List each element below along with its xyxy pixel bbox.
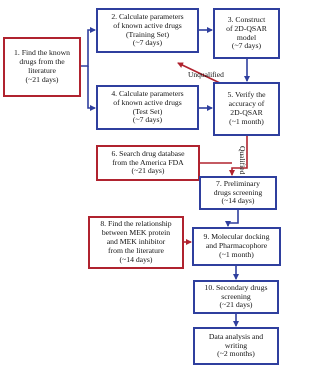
node-5-verify-accuracy bbox=[213, 82, 280, 136]
node-8-mek-relationship bbox=[88, 216, 184, 269]
node-9-docking bbox=[192, 227, 281, 266]
node-5-text: 5. Verify the accuracy of 2D-QSAR (~1 month) bbox=[227, 90, 266, 126]
node-3-text: 3. Construct of 2D-QSAR model (~7 days) bbox=[226, 14, 267, 51]
node-11-text: Data analysis and writing (~2 months) bbox=[208, 331, 264, 359]
node-2-training-set bbox=[96, 8, 199, 53]
node-4-text: 4. Calculate parameters of known active drugs (Test Set) (~7 days) bbox=[111, 88, 184, 125]
arrow-1-to-4 bbox=[88, 66, 95, 108]
node-10-secondary-screening bbox=[193, 280, 279, 314]
arrow-1-to-2 bbox=[81, 30, 95, 66]
label-unqualified: Unqualified bbox=[188, 70, 224, 79]
node-1-find-known-drugs bbox=[3, 37, 81, 97]
node-7-preliminary-screening bbox=[199, 176, 277, 210]
label-qualified: Qualified bbox=[238, 146, 247, 175]
node-1-text: 1. Find the known drugs from the literature (~21 days) bbox=[14, 48, 70, 84]
node-6-text: 6. Search drug database from the America FDA (~21 days) bbox=[111, 148, 185, 176]
node-7-text: 7. Preliminary drugs screening (~14 days) bbox=[213, 178, 263, 206]
node-9-text: 9. Molecular docking and Pharmacophore (~1 month) bbox=[203, 232, 270, 259]
node-3-construct-qsar bbox=[213, 8, 280, 59]
node-4-test-set bbox=[96, 85, 199, 130]
node-8-text: 8. Find the relationship between MEK protein and MEK inhibitor from the literature (~14 days) bbox=[100, 219, 172, 264]
node-2-text: 2. Calculate parameters of known active drugs (Training Set) (~7 days) bbox=[111, 11, 184, 48]
node-6-search-fda bbox=[96, 145, 200, 181]
arrow-7-to-9 bbox=[228, 210, 238, 226]
node-11-data-analysis bbox=[193, 327, 279, 365]
node-10-text: 10. Secondary drugs screening (~21 days) bbox=[204, 282, 268, 310]
